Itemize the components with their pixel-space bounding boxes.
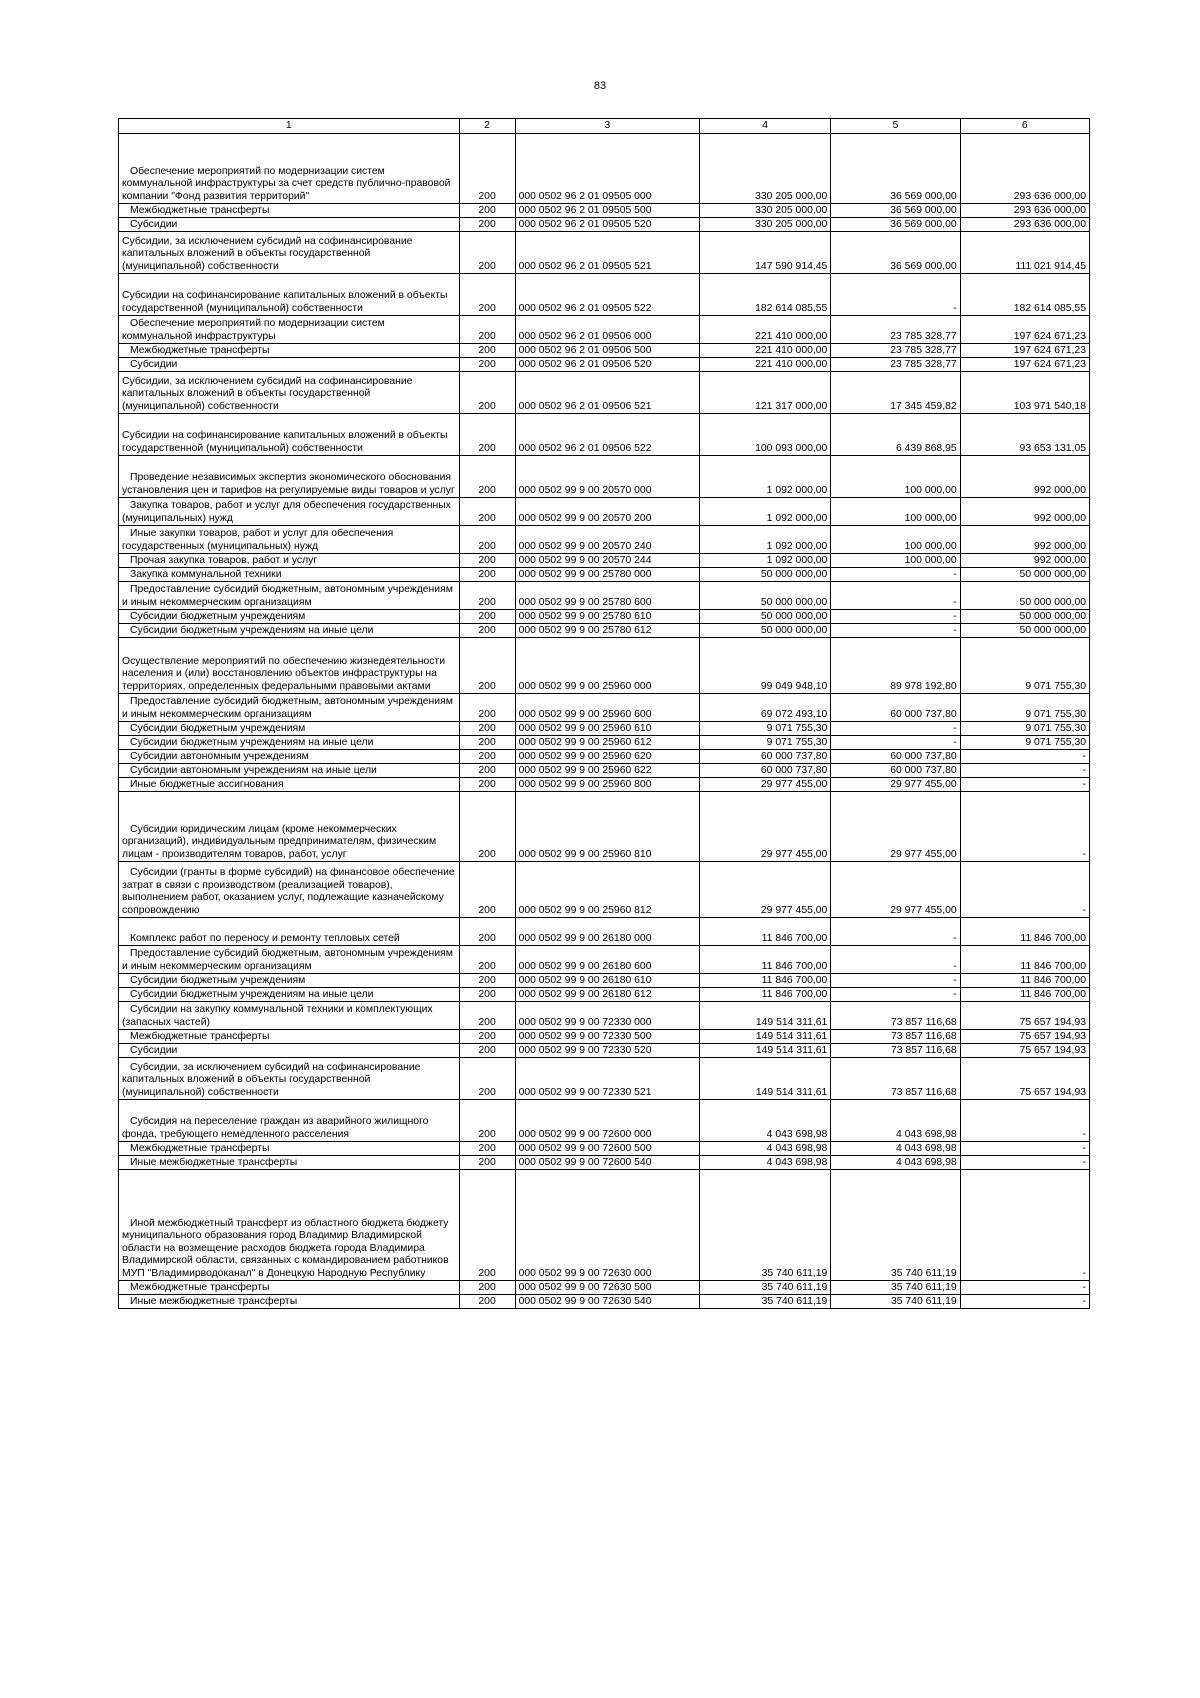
row-approved-amount: 9 071 755,30 — [699, 722, 830, 736]
row-executed-amount: 17 345 459,82 — [831, 372, 960, 414]
row-grbs-code: 200 — [459, 372, 515, 414]
row-classification-code: 000 0502 99 9 00 25780 612 — [515, 624, 699, 638]
table-row — [119, 946, 1090, 974]
row-grbs-code: 200 — [459, 624, 515, 638]
table-row — [119, 1100, 1090, 1142]
row-approved-amount: 11 846 700,00 — [699, 946, 830, 974]
row-approved-amount: 50 000 000,00 — [699, 568, 830, 582]
table-row — [119, 414, 1090, 456]
row-approved-amount: 147 590 914,45 — [699, 232, 830, 274]
row-unexecuted-amount: 197 624 671,23 — [960, 358, 1089, 372]
row-unexecuted-amount: 992 000,00 — [960, 554, 1089, 568]
row-name: Иной межбюджетный трансферт из областного бюджета бюджету муниципального образования город Владимир Владимирской области на возмещение расходов бюджета города Владимира Владимирской области, связанных с командированием работников МУП "Владимирводоканал" в Донецкую Народную Республику — [119, 1170, 460, 1281]
row-classification-code: 000 0502 99 9 00 72600 540 — [515, 1156, 699, 1170]
row-name: Иные бюджетные ассигнования — [119, 778, 460, 792]
row-grbs-code: 200 — [459, 1044, 515, 1058]
row-unexecuted-amount: - — [960, 792, 1089, 862]
row-approved-amount: 29 977 455,00 — [699, 792, 830, 862]
row-classification-code: 000 0502 99 9 00 26180 610 — [515, 974, 699, 988]
row-executed-amount: - — [831, 568, 960, 582]
row-executed-amount: 36 569 000,00 — [831, 134, 960, 204]
row-executed-amount: - — [831, 974, 960, 988]
row-unexecuted-amount: 50 000 000,00 — [960, 582, 1089, 610]
row-name: Субсидии автономным учреждениям на иные цели — [119, 764, 460, 778]
row-executed-amount: 29 977 455,00 — [831, 862, 960, 918]
row-name: Обеспечение мероприятий по модернизации систем коммунальной инфраструктуры за счет средств публично-правовой компании "Фонд развития территорий" — [119, 134, 460, 204]
row-executed-amount: 35 740 611,19 — [831, 1295, 960, 1309]
table-row — [119, 554, 1090, 568]
row-classification-code: 000 0502 99 9 00 72630 000 — [515, 1170, 699, 1281]
row-classification-code: 000 0502 99 9 00 20570 244 — [515, 554, 699, 568]
row-classification-code: 000 0502 99 9 00 72600 000 — [515, 1100, 699, 1142]
row-grbs-code: 200 — [459, 1142, 515, 1156]
row-grbs-code: 200 — [459, 974, 515, 988]
row-executed-amount: 73 857 116,68 — [831, 1002, 960, 1030]
row-unexecuted-amount: 9 071 755,30 — [960, 694, 1089, 722]
table-row — [119, 1058, 1090, 1100]
table-row — [119, 274, 1090, 316]
row-executed-amount: 29 977 455,00 — [831, 778, 960, 792]
row-executed-amount: 36 569 000,00 — [831, 232, 960, 274]
row-executed-amount: 36 569 000,00 — [831, 218, 960, 232]
header-row — [119, 119, 1090, 134]
row-unexecuted-amount: - — [960, 1156, 1089, 1170]
table-body — [119, 134, 1090, 1309]
row-approved-amount: 330 205 000,00 — [699, 218, 830, 232]
row-executed-amount: 89 978 192,80 — [831, 638, 960, 694]
row-classification-code: 000 0502 96 2 01 09505 000 — [515, 134, 699, 204]
row-unexecuted-amount: 197 624 671,23 — [960, 344, 1089, 358]
row-approved-amount: 149 514 311,61 — [699, 1044, 830, 1058]
table-row — [119, 1170, 1090, 1281]
row-approved-amount: 149 514 311,61 — [699, 1002, 830, 1030]
row-name: Иные межбюджетные трансферты — [119, 1156, 460, 1170]
row-classification-code: 000 0502 99 9 00 26180 000 — [515, 918, 699, 946]
row-unexecuted-amount: - — [960, 862, 1089, 918]
row-unexecuted-amount: 992 000,00 — [960, 456, 1089, 498]
row-executed-amount: 60 000 737,80 — [831, 750, 960, 764]
table-row — [119, 568, 1090, 582]
row-classification-code: 000 0502 99 9 00 25960 810 — [515, 792, 699, 862]
table-row — [119, 694, 1090, 722]
row-grbs-code: 200 — [459, 1058, 515, 1100]
column-header: 1 — [119, 119, 460, 134]
row-name: Субсидии — [119, 1044, 460, 1058]
row-grbs-code: 200 — [459, 1295, 515, 1309]
row-classification-code: 000 0502 99 9 00 25780 610 — [515, 610, 699, 624]
row-grbs-code: 200 — [459, 554, 515, 568]
table-row — [119, 232, 1090, 274]
row-executed-amount: 100 000,00 — [831, 526, 960, 554]
row-grbs-code: 200 — [459, 988, 515, 1002]
row-grbs-code: 200 — [459, 1156, 515, 1170]
row-unexecuted-amount: 11 846 700,00 — [960, 988, 1089, 1002]
table-row — [119, 218, 1090, 232]
row-grbs-code: 200 — [459, 316, 515, 344]
row-executed-amount: - — [831, 736, 960, 750]
row-grbs-code: 200 — [459, 792, 515, 862]
row-approved-amount: 29 977 455,00 — [699, 862, 830, 918]
row-classification-code: 000 0502 99 9 00 72330 520 — [515, 1044, 699, 1058]
row-executed-amount: 36 569 000,00 — [831, 204, 960, 218]
row-unexecuted-amount: - — [960, 1142, 1089, 1156]
row-name: Предоставление субсидий бюджетным, автономным учреждениям и иным некоммерческим организациям — [119, 946, 460, 974]
row-approved-amount: 50 000 000,00 — [699, 610, 830, 624]
row-unexecuted-amount: 103 971 540,18 — [960, 372, 1089, 414]
row-approved-amount: 121 317 000,00 — [699, 372, 830, 414]
row-executed-amount: - — [831, 274, 960, 316]
row-name: Субсидии бюджетным учреждениям — [119, 974, 460, 988]
budget-execution-table — [118, 118, 1090, 1309]
row-grbs-code: 200 — [459, 694, 515, 722]
row-name: Субсидии автономным учреждениям — [119, 750, 460, 764]
row-grbs-code: 200 — [459, 134, 515, 204]
row-unexecuted-amount: 50 000 000,00 — [960, 624, 1089, 638]
row-unexecuted-amount: - — [960, 778, 1089, 792]
row-unexecuted-amount: 992 000,00 — [960, 498, 1089, 526]
table-row — [119, 134, 1090, 204]
row-name: Субсидии на софинансирование капитальных вложений в объекты государственной (муниципальной) собственности — [119, 414, 460, 456]
row-name: Предоставление субсидий бюджетным, автономным учреждениям и иным некоммерческим организациям — [119, 694, 460, 722]
row-classification-code: 000 0502 99 9 00 72630 500 — [515, 1281, 699, 1295]
row-unexecuted-amount: 75 657 194,93 — [960, 1002, 1089, 1030]
row-grbs-code: 200 — [459, 722, 515, 736]
row-executed-amount: 4 043 698,98 — [831, 1142, 960, 1156]
row-name: Проведение независимых экспертиз экономического обоснования установления цен и тарифов на регулируемые виды товаров и услуг — [119, 456, 460, 498]
row-grbs-code: 200 — [459, 638, 515, 694]
table-row — [119, 1142, 1090, 1156]
row-name: Субсидии, за исключением субсидий на софинансирование капитальных вложений в объекты государственной (муниципальной) собственности — [119, 1058, 460, 1100]
row-grbs-code: 200 — [459, 358, 515, 372]
row-grbs-code: 200 — [459, 750, 515, 764]
row-grbs-code: 200 — [459, 610, 515, 624]
row-name: Иные закупки товаров, работ и услуг для обеспечения государственных (муниципальных) нужд — [119, 526, 460, 554]
row-approved-amount: 1 092 000,00 — [699, 554, 830, 568]
row-approved-amount: 182 614 085,55 — [699, 274, 830, 316]
row-unexecuted-amount: 50 000 000,00 — [960, 610, 1089, 624]
row-name: Предоставление субсидий бюджетным, автономным учреждениям и иным некоммерческим организациям — [119, 582, 460, 610]
row-unexecuted-amount: 293 636 000,00 — [960, 218, 1089, 232]
row-approved-amount: 4 043 698,98 — [699, 1142, 830, 1156]
table-row — [119, 582, 1090, 610]
row-unexecuted-amount: 11 846 700,00 — [960, 974, 1089, 988]
row-approved-amount: 4 043 698,98 — [699, 1100, 830, 1142]
table-row — [119, 358, 1090, 372]
row-grbs-code: 200 — [459, 1030, 515, 1044]
row-executed-amount: 23 785 328,77 — [831, 358, 960, 372]
row-approved-amount: 35 740 611,19 — [699, 1295, 830, 1309]
row-approved-amount: 50 000 000,00 — [699, 624, 830, 638]
row-classification-code: 000 0502 96 2 01 09506 000 — [515, 316, 699, 344]
row-approved-amount: 35 740 611,19 — [699, 1170, 830, 1281]
row-classification-code: 000 0502 99 9 00 25960 000 — [515, 638, 699, 694]
row-approved-amount: 60 000 737,80 — [699, 764, 830, 778]
row-executed-amount: 23 785 328,77 — [831, 316, 960, 344]
column-header: 2 — [459, 119, 515, 134]
row-name: Субсидии на софинансирование капитальных вложений в объекты государственной (муниципальной) собственности — [119, 274, 460, 316]
row-classification-code: 000 0502 99 9 00 25960 622 — [515, 764, 699, 778]
row-grbs-code: 200 — [459, 946, 515, 974]
table-row — [119, 974, 1090, 988]
row-grbs-code: 200 — [459, 232, 515, 274]
row-unexecuted-amount: 293 636 000,00 — [960, 204, 1089, 218]
row-approved-amount: 221 410 000,00 — [699, 316, 830, 344]
row-classification-code: 000 0502 99 9 00 72600 500 — [515, 1142, 699, 1156]
row-name: Субсидии бюджетным учреждениям — [119, 722, 460, 736]
row-grbs-code: 200 — [459, 918, 515, 946]
table-row — [119, 918, 1090, 946]
row-name: Закупка товаров, работ и услуг для обеспечения государственных (муниципальных) нужд — [119, 498, 460, 526]
row-grbs-code: 200 — [459, 414, 515, 456]
row-unexecuted-amount: 992 000,00 — [960, 526, 1089, 554]
row-classification-code: 000 0502 96 2 01 09505 521 — [515, 232, 699, 274]
row-unexecuted-amount: 293 636 000,00 — [960, 134, 1089, 204]
row-executed-amount: 100 000,00 — [831, 456, 960, 498]
row-unexecuted-amount: 9 071 755,30 — [960, 722, 1089, 736]
table-row — [119, 610, 1090, 624]
row-name: Субсидии бюджетным учреждениям — [119, 610, 460, 624]
row-name: Субсидии бюджетным учреждениям на иные цели — [119, 736, 460, 750]
row-grbs-code: 200 — [459, 778, 515, 792]
table-row — [119, 1044, 1090, 1058]
row-classification-code: 000 0502 96 2 01 09506 520 — [515, 358, 699, 372]
row-executed-amount: - — [831, 946, 960, 974]
row-classification-code: 000 0502 99 9 00 25960 620 — [515, 750, 699, 764]
row-unexecuted-amount: 11 846 700,00 — [960, 918, 1089, 946]
row-unexecuted-amount: - — [960, 1295, 1089, 1309]
row-executed-amount: 35 740 611,19 — [831, 1170, 960, 1281]
row-executed-amount: - — [831, 582, 960, 610]
table-row — [119, 372, 1090, 414]
row-unexecuted-amount: 75 657 194,93 — [960, 1058, 1089, 1100]
row-grbs-code: 200 — [459, 456, 515, 498]
row-executed-amount: 4 043 698,98 — [831, 1100, 960, 1142]
row-classification-code: 000 0502 99 9 00 25960 800 — [515, 778, 699, 792]
row-approved-amount: 69 072 493,10 — [699, 694, 830, 722]
row-name: Субсидии (гранты в форме субсидий) на финансовое обеспечение затрат в связи с производством (реализацией товаров), выполнением работ, оказанием услуг, подлежащие казначейскому сопровождению — [119, 862, 460, 918]
row-name: Осуществление мероприятий по обеспечению жизнедеятельности населения и (или) восстановлению объектов инфраструктуры на территориях, определенных федеральными правовыми актами — [119, 638, 460, 694]
row-unexecuted-amount: - — [960, 764, 1089, 778]
row-grbs-code: 200 — [459, 344, 515, 358]
row-approved-amount: 60 000 737,80 — [699, 750, 830, 764]
row-executed-amount: 100 000,00 — [831, 498, 960, 526]
row-approved-amount: 149 514 311,61 — [699, 1058, 830, 1100]
row-name: Межбюджетные трансферты — [119, 344, 460, 358]
row-classification-code: 000 0502 99 9 00 26180 600 — [515, 946, 699, 974]
row-name: Субсидии, за исключением субсидий на софинансирование капитальных вложений в объекты государственной (муниципальной) собственности — [119, 232, 460, 274]
row-unexecuted-amount: 197 624 671,23 — [960, 316, 1089, 344]
row-classification-code: 000 0502 96 2 01 09505 500 — [515, 204, 699, 218]
table-row — [119, 736, 1090, 750]
row-classification-code: 000 0502 99 9 00 72330 500 — [515, 1030, 699, 1044]
table-row — [119, 638, 1090, 694]
row-unexecuted-amount: 9 071 755,30 — [960, 638, 1089, 694]
table-row — [119, 1156, 1090, 1170]
table-row — [119, 722, 1090, 736]
row-executed-amount: 73 857 116,68 — [831, 1030, 960, 1044]
row-executed-amount: - — [831, 610, 960, 624]
row-unexecuted-amount: 111 021 914,45 — [960, 232, 1089, 274]
row-approved-amount: 11 846 700,00 — [699, 988, 830, 1002]
row-name: Межбюджетные трансферты — [119, 1142, 460, 1156]
row-grbs-code: 200 — [459, 204, 515, 218]
row-unexecuted-amount: 9 071 755,30 — [960, 736, 1089, 750]
row-executed-amount: 60 000 737,80 — [831, 764, 960, 778]
row-executed-amount: - — [831, 722, 960, 736]
page-number: 83 — [593, 80, 607, 92]
row-executed-amount: 29 977 455,00 — [831, 792, 960, 862]
row-unexecuted-amount: 11 846 700,00 — [960, 946, 1089, 974]
table-row — [119, 764, 1090, 778]
row-executed-amount: 35 740 611,19 — [831, 1281, 960, 1295]
row-executed-amount: 6 439 868,95 — [831, 414, 960, 456]
row-classification-code: 000 0502 96 2 01 09505 522 — [515, 274, 699, 316]
column-header: 6 — [960, 119, 1089, 134]
row-grbs-code: 200 — [459, 1281, 515, 1295]
row-grbs-code: 200 — [459, 1170, 515, 1281]
row-approved-amount: 1 092 000,00 — [699, 456, 830, 498]
row-executed-amount: 73 857 116,68 — [831, 1044, 960, 1058]
row-grbs-code: 200 — [459, 862, 515, 918]
row-approved-amount: 330 205 000,00 — [699, 204, 830, 218]
row-name: Субсидии — [119, 358, 460, 372]
table-row — [119, 750, 1090, 764]
row-classification-code: 000 0502 99 9 00 25960 600 — [515, 694, 699, 722]
table-row — [119, 862, 1090, 918]
row-executed-amount: 60 000 737,80 — [831, 694, 960, 722]
row-approved-amount: 149 514 311,61 — [699, 1030, 830, 1044]
row-name: Субсидии на закупку коммунальной техники и комплектующих (запасных частей) — [119, 1002, 460, 1030]
table-row — [119, 1295, 1090, 1309]
table-row — [119, 456, 1090, 498]
row-grbs-code: 200 — [459, 764, 515, 778]
row-executed-amount: - — [831, 988, 960, 1002]
row-approved-amount: 29 977 455,00 — [699, 778, 830, 792]
row-unexecuted-amount: - — [960, 1170, 1089, 1281]
row-name: Обеспечение мероприятий по модернизации систем коммунальной инфраструктуры — [119, 316, 460, 344]
row-name: Комплекс работ по переносу и ремонту тепловых сетей — [119, 918, 460, 946]
row-grbs-code: 200 — [459, 568, 515, 582]
row-name: Субсидии бюджетным учреждениям на иные цели — [119, 624, 460, 638]
row-name: Межбюджетные трансферты — [119, 204, 460, 218]
row-classification-code: 000 0502 99 9 00 25780 000 — [515, 568, 699, 582]
row-approved-amount: 99 049 948,10 — [699, 638, 830, 694]
row-grbs-code: 200 — [459, 1002, 515, 1030]
row-name: Иные межбюджетные трансферты — [119, 1295, 460, 1309]
row-unexecuted-amount: - — [960, 1100, 1089, 1142]
row-classification-code: 000 0502 99 9 00 20570 000 — [515, 456, 699, 498]
column-header: 3 — [515, 119, 699, 134]
row-name: Прочая закупка товаров, работ и услуг — [119, 554, 460, 568]
row-classification-code: 000 0502 96 2 01 09506 521 — [515, 372, 699, 414]
row-classification-code: 000 0502 99 9 00 25780 600 — [515, 582, 699, 610]
row-approved-amount: 4 043 698,98 — [699, 1156, 830, 1170]
table-row — [119, 498, 1090, 526]
row-grbs-code: 200 — [459, 498, 515, 526]
table-row — [119, 1030, 1090, 1044]
table-row — [119, 204, 1090, 218]
row-executed-amount: 23 785 328,77 — [831, 344, 960, 358]
row-approved-amount: 1 092 000,00 — [699, 498, 830, 526]
table-row — [119, 988, 1090, 1002]
row-classification-code: 000 0502 96 2 01 09505 520 — [515, 218, 699, 232]
table-row — [119, 792, 1090, 862]
row-classification-code: 000 0502 99 9 00 20570 240 — [515, 526, 699, 554]
row-name: Субсидии, за исключением субсидий на софинансирование капитальных вложений в объекты государственной (муниципальной) собственности — [119, 372, 460, 414]
row-name: Межбюджетные трансферты — [119, 1030, 460, 1044]
row-classification-code: 000 0502 99 9 00 25960 812 — [515, 862, 699, 918]
row-unexecuted-amount: 75 657 194,93 — [960, 1044, 1089, 1058]
row-approved-amount: 221 410 000,00 — [699, 358, 830, 372]
row-classification-code: 000 0502 96 2 01 09506 500 — [515, 344, 699, 358]
row-executed-amount: 73 857 116,68 — [831, 1058, 960, 1100]
row-name: Межбюджетные трансферты — [119, 1281, 460, 1295]
row-unexecuted-amount: - — [960, 750, 1089, 764]
table-row — [119, 316, 1090, 344]
row-classification-code: 000 0502 99 9 00 72330 000 — [515, 1002, 699, 1030]
row-name: Субсидии бюджетным учреждениям на иные цели — [119, 988, 460, 1002]
table-row — [119, 344, 1090, 358]
row-classification-code: 000 0502 99 9 00 20570 200 — [515, 498, 699, 526]
row-approved-amount: 9 071 755,30 — [699, 736, 830, 750]
row-grbs-code: 200 — [459, 736, 515, 750]
row-name: Субсидия на переселение граждан из аварийного жилищного фонда, требующего немедленного расселения — [119, 1100, 460, 1142]
row-approved-amount: 221 410 000,00 — [699, 344, 830, 358]
row-classification-code: 000 0502 99 9 00 72330 521 — [515, 1058, 699, 1100]
row-grbs-code: 200 — [459, 274, 515, 316]
row-name: Закупка коммунальной техники — [119, 568, 460, 582]
row-approved-amount: 11 846 700,00 — [699, 918, 830, 946]
row-executed-amount: 100 000,00 — [831, 554, 960, 568]
row-grbs-code: 200 — [459, 218, 515, 232]
row-approved-amount: 100 093 000,00 — [699, 414, 830, 456]
row-classification-code: 000 0502 99 9 00 25960 612 — [515, 736, 699, 750]
row-classification-code: 000 0502 96 2 01 09506 522 — [515, 414, 699, 456]
row-approved-amount: 50 000 000,00 — [699, 582, 830, 610]
row-name: Субсидии юридическим лицам (кроме некоммерческих организаций), индивидуальным предпринимателям, физическим лицам - производителям товаров, работ, услуг — [119, 792, 460, 862]
row-classification-code: 000 0502 99 9 00 26180 612 — [515, 988, 699, 1002]
table-row — [119, 526, 1090, 554]
row-unexecuted-amount: 75 657 194,93 — [960, 1030, 1089, 1044]
row-unexecuted-amount: - — [960, 1281, 1089, 1295]
table-row — [119, 1281, 1090, 1295]
row-approved-amount: 35 740 611,19 — [699, 1281, 830, 1295]
row-classification-code: 000 0502 99 9 00 72630 540 — [515, 1295, 699, 1309]
row-unexecuted-amount: 93 653 131,05 — [960, 414, 1089, 456]
column-header: 5 — [831, 119, 960, 134]
row-name: Субсидии — [119, 218, 460, 232]
table-row — [119, 1002, 1090, 1030]
row-executed-amount: 4 043 698,98 — [831, 1156, 960, 1170]
row-grbs-code: 200 — [459, 1100, 515, 1142]
row-executed-amount: - — [831, 624, 960, 638]
row-grbs-code: 200 — [459, 582, 515, 610]
row-unexecuted-amount: 50 000 000,00 — [960, 568, 1089, 582]
table-row — [119, 624, 1090, 638]
row-grbs-code: 200 — [459, 526, 515, 554]
row-classification-code: 000 0502 99 9 00 25960 610 — [515, 722, 699, 736]
row-unexecuted-amount: 182 614 085,55 — [960, 274, 1089, 316]
column-header: 4 — [699, 119, 830, 134]
row-executed-amount: - — [831, 918, 960, 946]
row-approved-amount: 330 205 000,00 — [699, 134, 830, 204]
table-row — [119, 778, 1090, 792]
row-approved-amount: 11 846 700,00 — [699, 974, 830, 988]
row-approved-amount: 1 092 000,00 — [699, 526, 830, 554]
